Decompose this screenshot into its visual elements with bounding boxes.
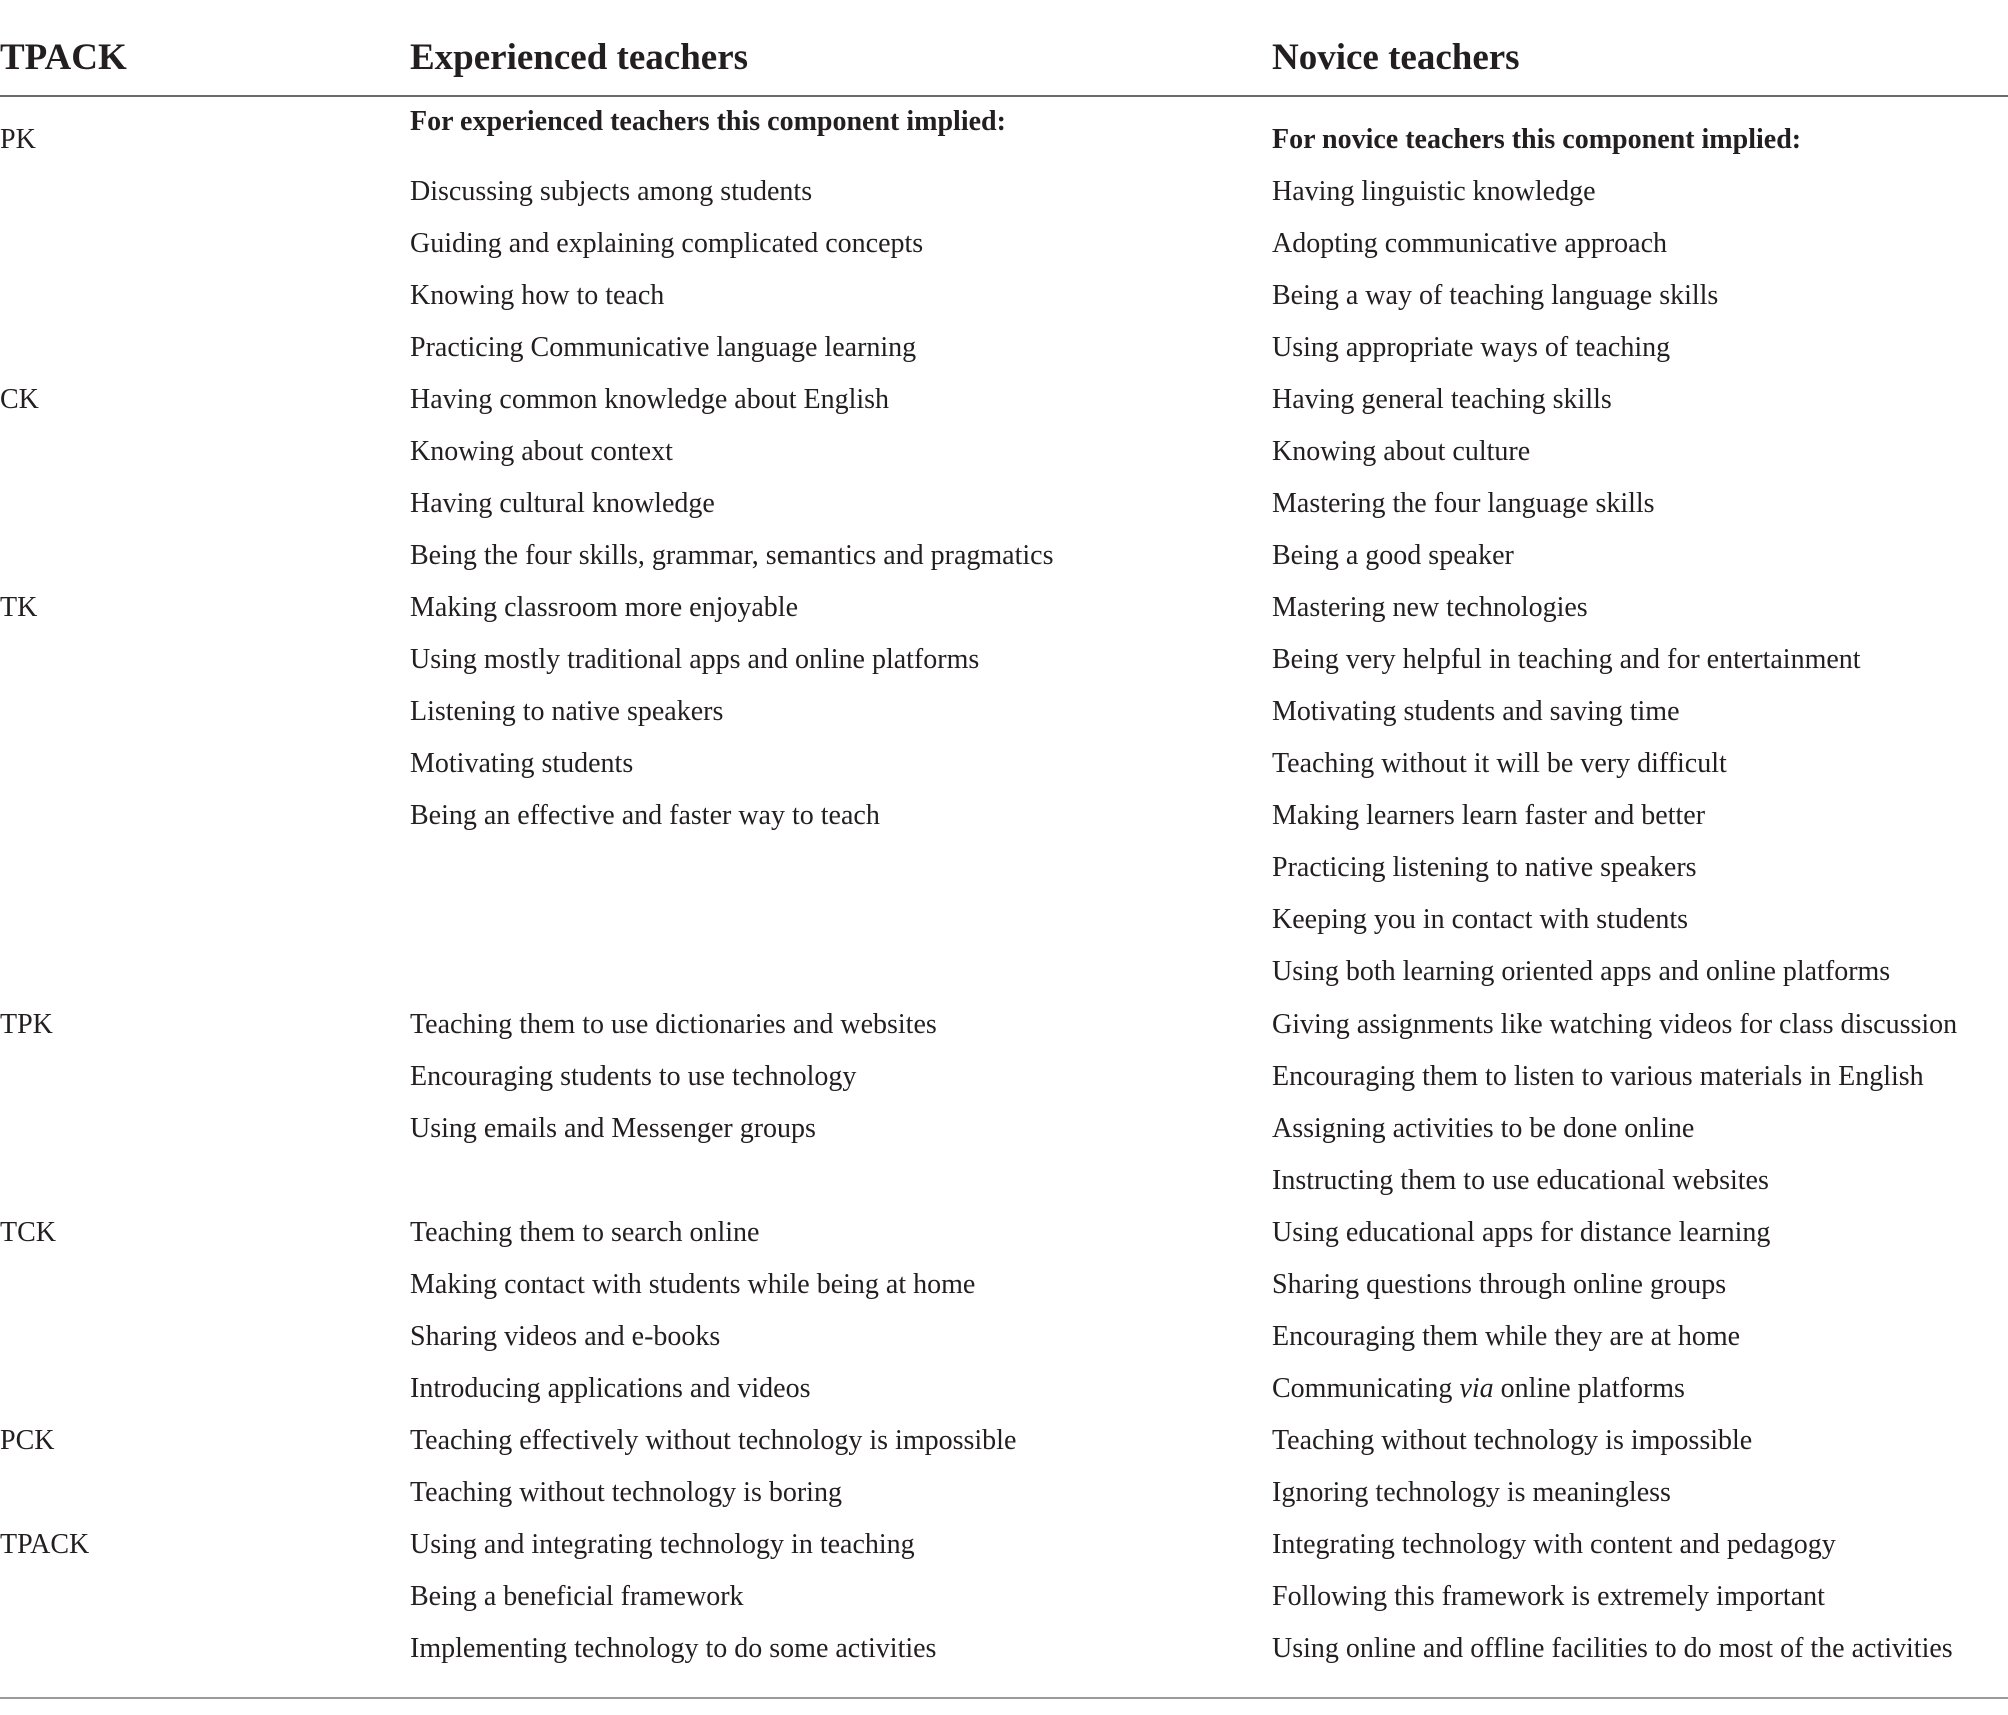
experienced-item: Making classroom more enjoyable (410, 592, 799, 623)
novice-item: Making learners learn faster and better (1272, 800, 1706, 831)
experienced-item: Being an effective and faster way to teach (410, 800, 880, 831)
novice-item: Motivating students and saving time (1272, 696, 1680, 727)
novice-item: Having linguistic knowledge (1272, 176, 1596, 207)
novice-item: Keeping you in contact with students (1272, 904, 1689, 935)
experienced-item: Being the four skills, grammar, semantics and pragmatics (410, 540, 1054, 571)
experienced-item: Practicing Communicative language learning (410, 332, 917, 363)
novice-item: Using both learning oriented apps and online platforms (1272, 956, 1891, 987)
experienced-item: Knowing about context (410, 436, 673, 467)
novice-item: Teaching without it will be very difficult (1272, 748, 1727, 779)
novice-item-via: via (1459, 1373, 1494, 1404)
experienced-item: Discussing subjects among students (410, 176, 813, 207)
category-pck: PCK (0, 1425, 55, 1456)
novice-item-communicating-text: Communicating (1272, 1373, 1453, 1404)
novice-item: Teaching without technology is impossible (1272, 1425, 1753, 1456)
header-tpack: TPACK (0, 37, 127, 78)
experienced-item: Making contact with students while being at home (410, 1269, 976, 1300)
novice-item: Ignoring technology is meaningless (1272, 1477, 1671, 1508)
novice-item: Instructing them to use educational websites (1272, 1165, 1769, 1196)
novice-item: Adopting communicative approach (1272, 228, 1667, 259)
novice-item: Using online and offline facilities to do most of the activities (1272, 1633, 1953, 1664)
novice-item: Mastering new technologies (1272, 592, 1588, 623)
novice-item-communicating (1272, 1363, 1685, 1415)
category-pk: PK (0, 124, 36, 155)
experienced-item: Guiding and explaining complicated concepts (410, 228, 924, 259)
experienced-item: Implementing technology to do some activities (410, 1633, 937, 1664)
experienced-item: Being a beneficial framework (410, 1581, 744, 1612)
novice-item: Encouraging them to listen to various materials in English (1272, 1061, 1924, 1092)
experienced-item: Encouraging students to use technology (410, 1061, 857, 1092)
experienced-item: Using emails and Messenger groups (410, 1113, 816, 1144)
experienced-item: Sharing videos and e-books (410, 1321, 721, 1352)
novice-item: Using educational apps for distance learning (1272, 1217, 1771, 1248)
category-ck: CK (0, 384, 39, 415)
experienced-item: Introducing applications and videos (410, 1373, 811, 1404)
experienced-item: Teaching effectively without technology is impossible (410, 1425, 1017, 1456)
header-rule-left (0, 95, 396, 97)
experienced-item: Knowing how to teach (410, 280, 665, 311)
header-experienced: Experienced teachers (410, 37, 749, 78)
experienced-item: Having common knowledge about English (410, 384, 890, 415)
novice-item: Being a good speaker (1272, 540, 1514, 571)
category-tk: TK (0, 592, 38, 623)
category-tpk: TPK (0, 1009, 53, 1040)
experienced-item: Using mostly traditional apps and online platforms (410, 644, 980, 675)
novice-item: Sharing questions through online groups (1272, 1269, 1727, 1300)
header-rule-novice (1258, 95, 2008, 97)
novice-item: Integrating technology with content and pedagogy (1272, 1529, 1836, 1560)
experienced-item: Teaching them to use dictionaries and websites (410, 1009, 937, 1040)
novice-item: Using appropriate ways of teaching (1272, 332, 1671, 363)
experienced-item: Using and integrating technology in teaching (410, 1529, 915, 1560)
experienced-subheading: For experienced teachers this component implied: (410, 106, 1006, 137)
experienced-item: Teaching without technology is boring (410, 1477, 842, 1508)
category-tpack: TPACK (0, 1529, 90, 1560)
novice-item: Practicing listening to native speakers (1272, 852, 1697, 883)
experienced-item: Teaching them to search online (410, 1217, 760, 1248)
novice-item: Assigning activities to be done online (1272, 1113, 1695, 1144)
novice-item: Encouraging them while they are at home (1272, 1321, 1741, 1352)
table-bottom-rule (0, 1697, 2008, 1699)
header-novice: Novice teachers (1272, 37, 1520, 78)
novice-item: Being a way of teaching language skills (1272, 280, 1719, 311)
novice-item-online-platforms: online platforms (1493, 1373, 1685, 1404)
experienced-item: Motivating students (410, 748, 634, 779)
novice-item: Having general teaching skills (1272, 384, 1612, 415)
experienced-item: Having cultural knowledge (410, 488, 715, 519)
novice-item: Giving assignments like watching videos for class discussion (1272, 1009, 1958, 1040)
novice-subheading: For novice teachers this component implied: (1272, 124, 1802, 155)
experienced-item: Listening to native speakers (410, 696, 724, 727)
novice-item: Knowing about culture (1272, 436, 1531, 467)
novice-item: Being very helpful in teaching and for entertainment (1272, 644, 1861, 675)
novice-item: Following this framework is extremely important (1272, 1581, 1825, 1612)
category-tck: TCK (0, 1217, 56, 1248)
novice-item: Mastering the four language skills (1272, 488, 1655, 519)
